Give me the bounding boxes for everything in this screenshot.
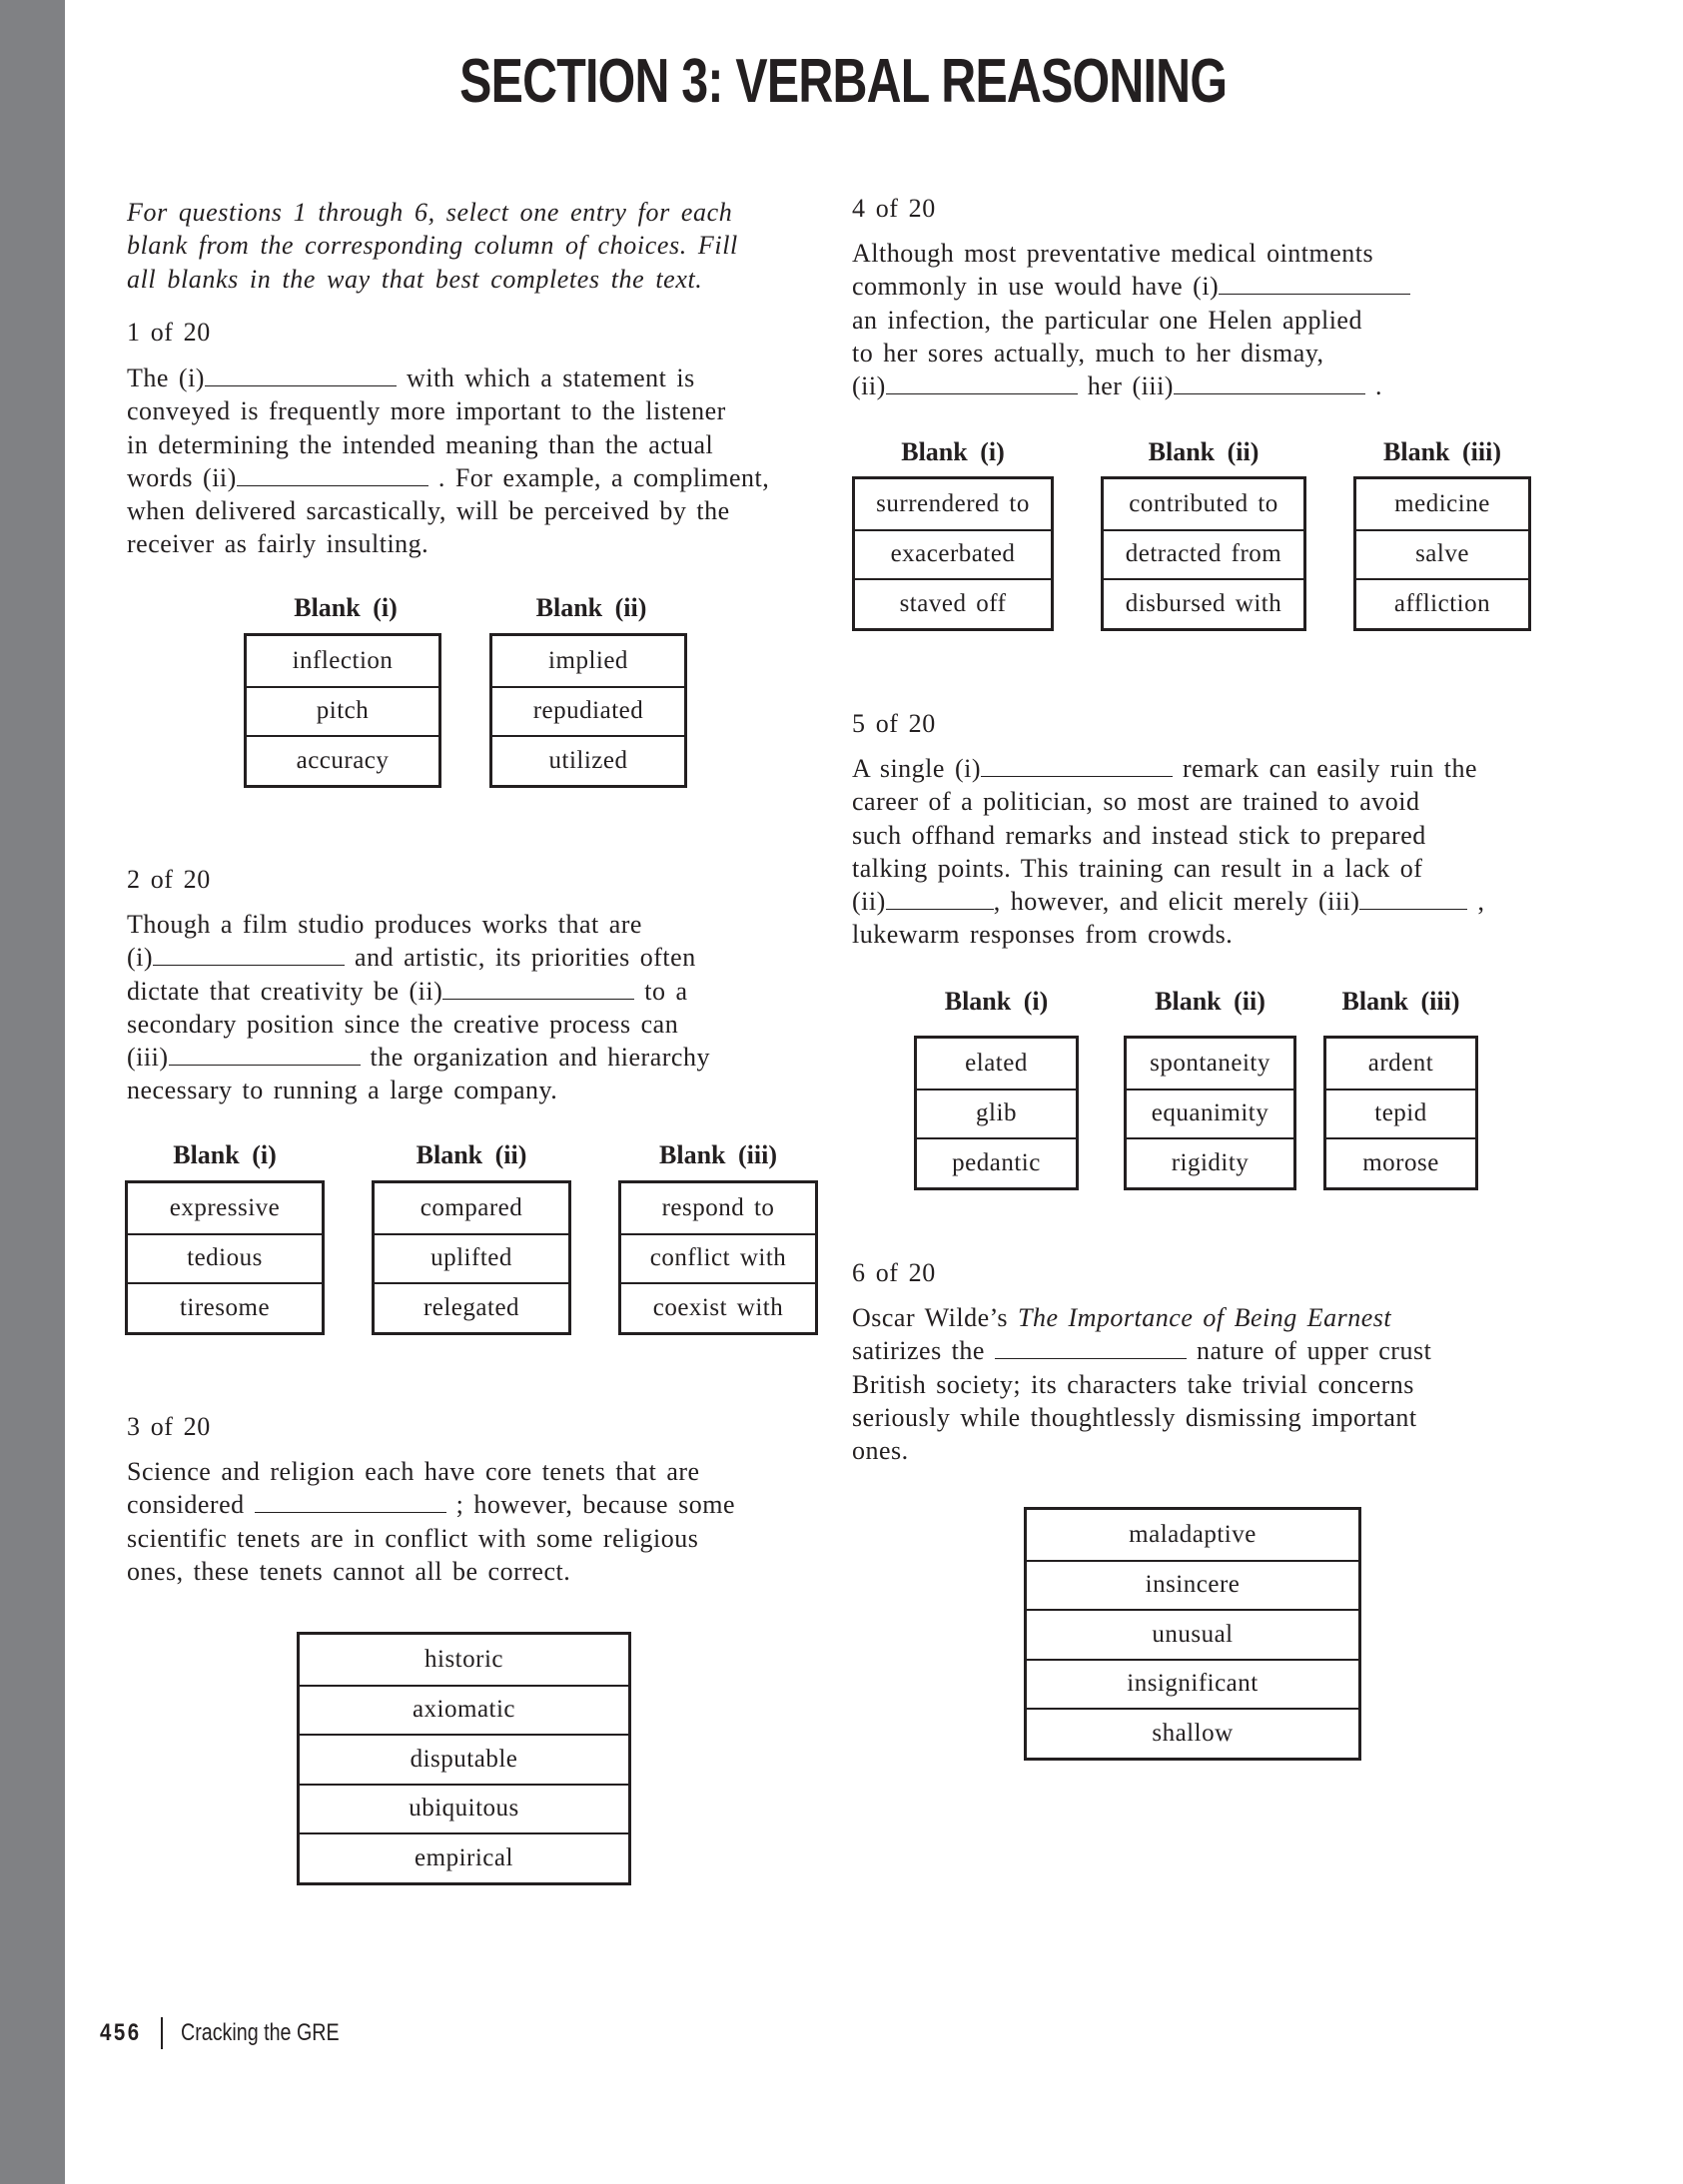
question-text-line <box>127 908 710 941</box>
question-text-segment: (ii) <box>852 371 886 401</box>
q5-blank-ii-header: Blank (ii) <box>1155 987 1265 1016</box>
answer-choice[interactable]: unusual <box>1027 1609 1358 1659</box>
q1-blank-ii-choices <box>489 633 687 788</box>
question-text-segment: ones, these tenets cannot all be correct. <box>127 1556 571 1586</box>
answer-blank <box>1359 887 1467 910</box>
answer-blank <box>886 887 994 910</box>
question-text-segment: her (iii) <box>1077 371 1174 401</box>
answer-choice[interactable]: disputable <box>300 1734 628 1784</box>
answer-choice[interactable]: accuracy <box>247 735 438 785</box>
question-text-segment: secondary position since the creative process can <box>127 1009 679 1039</box>
question-1-text <box>127 362 769 561</box>
answer-choice[interactable]: coexist with <box>621 1282 815 1332</box>
question-text-segment: ones. <box>852 1436 909 1466</box>
answer-choice[interactable]: expressive <box>169 1193 281 1221</box>
q2-blank-iii-header: Blank (iii) <box>659 1140 777 1169</box>
answer-choice[interactable]: insincere <box>1027 1560 1358 1610</box>
question-text-segment: , however, and elicit merely (iii) <box>993 887 1360 917</box>
q4-blank-i-choices <box>852 476 1054 631</box>
question-text-line <box>852 369 1410 402</box>
question-text-segment: (iii) <box>127 1043 169 1073</box>
question-text-line <box>852 237 1410 270</box>
answer-choice[interactable]: empirical <box>300 1832 628 1882</box>
q6-choices <box>1024 1507 1361 1761</box>
question-text-segment: such offhand remarks and instead stick to prepared <box>852 820 1426 850</box>
question-text-segment: to a <box>634 976 688 1006</box>
footer-divider <box>161 2017 163 2049</box>
answer-blank <box>1174 371 1365 394</box>
question-text-segment: talking points. This training can result in a lack of <box>852 853 1423 883</box>
question-text-line <box>852 1434 1431 1467</box>
question-text-segment: career of a politician, so most are trained to avoid <box>852 787 1420 817</box>
q2-blank-ii-header: Blank (ii) <box>416 1140 527 1169</box>
question-2-number: 2 of 20 <box>127 865 211 894</box>
question-6-number: 6 of 20 <box>852 1258 936 1287</box>
question-text-line <box>852 337 1410 369</box>
question-text-segment: . For example, a compliment, <box>427 462 770 492</box>
question-text-segment: ; however, because some <box>445 1490 735 1520</box>
question-text-segment: A single (i) <box>852 754 981 783</box>
question-text-line <box>852 270 1410 303</box>
answer-choice[interactable]: elated <box>965 1049 1028 1077</box>
question-text-line <box>127 1074 710 1106</box>
question-text-line <box>852 819 1484 852</box>
answer-blank <box>169 1043 361 1066</box>
q1-blank-ii-header: Blank (ii) <box>535 593 647 622</box>
answer-choice[interactable]: rigidity <box>1127 1137 1293 1187</box>
answer-choice[interactable]: maladaptive <box>1129 1520 1257 1548</box>
question-text-line <box>852 918 1484 951</box>
answer-choice[interactable]: ubiquitous <box>300 1784 628 1833</box>
question-text-segment: Oscar Wilde’s <box>852 1303 1018 1332</box>
question-text-segment: necessary to running a large company. <box>127 1076 558 1105</box>
q5-blank-iii-header: Blank (iii) <box>1341 987 1460 1016</box>
answer-choice[interactable]: exacerbated <box>855 529 1051 579</box>
question-text-line <box>852 1301 1431 1334</box>
answer-choice[interactable]: spontaneity <box>1150 1049 1270 1077</box>
question-text-segment: The (i) <box>127 364 205 392</box>
question-text-line <box>127 1488 735 1521</box>
answer-blank <box>995 1336 1187 1359</box>
question-text-line <box>127 1522 735 1555</box>
q5-blank-iii-choices <box>1323 1036 1478 1190</box>
answer-choice[interactable]: staved off <box>855 578 1051 628</box>
question-text-segment: satirizes the <box>852 1336 995 1366</box>
q1-blank-i-choices <box>244 633 441 788</box>
answer-choice[interactable]: tedious <box>128 1233 322 1283</box>
question-text-segment: words (ii) <box>127 462 237 492</box>
instructions-line: all blanks in the way that best completes the text. <box>127 264 703 294</box>
question-6-text <box>852 1301 1431 1467</box>
q5-blank-i-choices <box>914 1036 1079 1190</box>
book-title-italic: The Importance of Being Earnest <box>1018 1303 1392 1332</box>
answer-blank <box>237 463 428 486</box>
question-4-text <box>852 237 1410 402</box>
answer-choice[interactable]: disbursed with <box>1104 578 1303 628</box>
answer-blank <box>442 977 634 1000</box>
question-5-number: 5 of 20 <box>852 709 936 738</box>
answer-choice[interactable]: insignificant <box>1027 1659 1358 1709</box>
question-text-segment: scientific tenets are in conflict with some religious <box>127 1523 699 1553</box>
question-text-segment: nature of upper crust <box>1186 1336 1432 1366</box>
question-text-segment: an infection, the particular one Helen applied <box>852 305 1362 335</box>
question-1-number: 1 of 20 <box>127 318 211 347</box>
q4-blank-iii-choices <box>1353 476 1531 631</box>
question-text-line <box>852 785 1484 818</box>
question-text-line <box>127 1455 735 1488</box>
answer-choice[interactable]: repudiated <box>492 686 684 736</box>
question-text-segment: receiver as fairly insulting. <box>127 529 429 559</box>
question-3-text <box>127 1455 735 1588</box>
instructions-line: blank from the corresponding column of choices. Fill <box>127 231 738 261</box>
answer-blank <box>981 754 1173 777</box>
question-text-line <box>852 304 1410 337</box>
question-text-segment: lukewarm responses from crowds. <box>852 920 1234 950</box>
answer-choice[interactable]: glib <box>917 1089 1076 1138</box>
question-text-segment: British society; its characters take trivial concerns <box>852 1369 1414 1399</box>
page-number: 456 <box>100 2019 142 2046</box>
question-text-line <box>127 975 710 1008</box>
answer-choice[interactable]: equanimity <box>1127 1089 1293 1138</box>
instructions-line: For questions 1 through 6, select one entry for each <box>127 198 733 227</box>
q5-blank-ii-choices <box>1124 1036 1296 1190</box>
question-text-line <box>852 1334 1431 1367</box>
page-footer <box>100 2017 374 2049</box>
question-text-segment: (ii) <box>852 887 886 917</box>
answer-choice[interactable]: inflection <box>292 646 394 674</box>
answer-choice[interactable]: ardent <box>1367 1049 1434 1077</box>
instructions <box>127 196 738 296</box>
question-4-number: 4 of 20 <box>852 194 936 223</box>
question-text-line <box>127 394 769 427</box>
question-text-line <box>127 428 769 461</box>
answer-blank <box>255 1490 446 1513</box>
answer-blank <box>153 943 345 966</box>
question-text-line <box>127 1041 710 1074</box>
question-text-line <box>127 461 769 494</box>
answer-choice[interactable]: detracted from <box>1104 529 1303 579</box>
q4-blank-ii-header: Blank (ii) <box>1148 437 1260 466</box>
answer-choice[interactable]: historic <box>424 1645 503 1673</box>
question-text-segment: , <box>1467 887 1485 917</box>
answer-choice[interactable]: uplifted <box>375 1233 568 1283</box>
question-text-segment: considered <box>127 1490 255 1520</box>
question-text-segment: (i) <box>127 943 154 973</box>
question-text-segment: remark can easily ruin the <box>1173 754 1477 783</box>
question-text-line <box>852 1401 1431 1434</box>
question-text-segment: commonly in use would have (i) <box>852 272 1220 302</box>
question-text-segment: when delivered sarcastically, will be perceived by the <box>127 496 730 526</box>
answer-choice[interactable]: axiomatic <box>300 1685 628 1735</box>
question-text-line <box>127 1555 735 1588</box>
q4-blank-i-header: Blank (i) <box>901 437 1005 466</box>
q2-blank-iii-choices <box>618 1180 818 1335</box>
answer-choice[interactable]: pedantic <box>917 1137 1076 1187</box>
q2-blank-i-choices <box>125 1180 325 1335</box>
q1-blank-i-header: Blank (i) <box>294 593 398 622</box>
answer-choice[interactable]: surrendered to <box>876 489 1030 517</box>
question-3-number: 3 of 20 <box>127 1412 211 1441</box>
question-text-line <box>127 527 769 560</box>
question-text-line <box>127 362 769 394</box>
section-title: SECTION 3: VERBAL REASONING <box>459 47 1228 116</box>
answer-choice[interactable]: pitch <box>247 686 438 736</box>
book-title: Cracking the GRE <box>181 2019 340 2046</box>
answer-choice[interactable]: tepid <box>1326 1089 1475 1138</box>
question-text-segment: Science and religion each have core tenets that are <box>127 1457 700 1486</box>
question-text-segment: seriously while thoughtlessly dismissing important <box>852 1402 1417 1432</box>
question-text-line <box>852 885 1484 918</box>
answer-choice[interactable]: salve <box>1356 529 1528 579</box>
question-text-segment: . <box>1364 371 1382 401</box>
answer-choice[interactable]: implied <box>548 646 628 674</box>
question-text-line <box>127 1008 710 1041</box>
answer-choice[interactable]: respond to <box>661 1193 775 1221</box>
answer-choice[interactable]: shallow <box>1027 1708 1358 1758</box>
question-text-segment: Although most preventative medical ointments <box>852 239 1374 268</box>
answer-choice[interactable]: affliction <box>1356 578 1528 628</box>
answer-choice[interactable]: compared <box>420 1193 523 1221</box>
answer-choice[interactable]: utilized <box>492 735 684 785</box>
q2-blank-i-header: Blank (i) <box>173 1140 277 1169</box>
question-text-line <box>852 1368 1431 1401</box>
question-2-text <box>127 908 710 1107</box>
q2-blank-ii-choices <box>372 1180 571 1335</box>
page-gutter-bar <box>0 0 65 2184</box>
question-text-segment: to her sores actually, much to her dismay, <box>852 338 1324 367</box>
answer-blank <box>1219 272 1410 295</box>
question-5-text <box>852 752 1484 952</box>
q4-blank-ii-choices <box>1101 476 1306 631</box>
q3-choices <box>297 1632 631 1885</box>
answer-choice[interactable]: conflict with <box>621 1233 815 1283</box>
question-text-line <box>127 941 710 974</box>
question-text-segment: in determining the intended meaning than the actual <box>127 429 714 459</box>
question-text-line <box>852 852 1484 885</box>
q4-blank-iii-header: Blank (iii) <box>1383 437 1501 466</box>
answer-blank <box>886 371 1078 394</box>
answer-choice[interactable]: medicine <box>1394 489 1490 517</box>
question-text-segment: the organization and hierarchy <box>360 1043 710 1073</box>
question-text-segment: and artistic, its priorities often <box>345 943 696 973</box>
question-text-segment: Though a film studio produces works that are <box>127 910 642 939</box>
question-text-segment: conveyed is frequently more important to the listener <box>127 396 726 426</box>
question-text-line <box>127 494 769 527</box>
answer-choice[interactable]: tiresome <box>128 1282 322 1332</box>
answer-blank <box>205 364 397 386</box>
answer-choice[interactable]: morose <box>1326 1137 1475 1187</box>
question-text-line <box>852 752 1484 785</box>
question-text-segment: with which a statement is <box>396 364 695 392</box>
question-text-segment: dictate that creativity be (ii) <box>127 976 443 1006</box>
q5-blank-i-header: Blank (i) <box>944 987 1049 1016</box>
answer-choice[interactable]: relegated <box>375 1282 568 1332</box>
answer-choice[interactable]: contributed to <box>1129 489 1278 517</box>
